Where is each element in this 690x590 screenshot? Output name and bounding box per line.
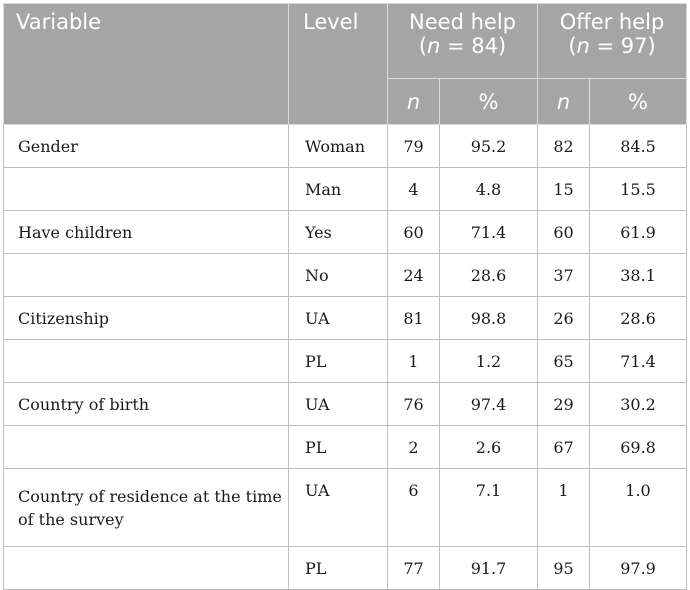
cell-offer-n: 1 [538, 469, 590, 547]
cell-level: Woman [289, 125, 388, 168]
cell-variable [4, 340, 289, 383]
cell-level: Yes [289, 211, 388, 254]
header-offer-help-sample [538, 34, 686, 58]
cell-need-pct: 28.6 [440, 254, 538, 297]
header-need-help-title: Need help [409, 10, 516, 34]
cell-need-n: 81 [388, 297, 440, 340]
header-variable: Variable [4, 4, 289, 125]
subheader-need-pct: % [440, 79, 538, 125]
cell-offer-pct: 28.6 [590, 297, 687, 340]
header-need-help [388, 4, 538, 79]
cell-offer-pct: 84.5 [590, 125, 687, 168]
table-row [4, 297, 687, 340]
cell-offer-pct: 30.2 [590, 383, 687, 426]
cell-level: UA [289, 297, 388, 340]
cell-need-n: 2 [388, 426, 440, 469]
cell-need-n: 4 [388, 168, 440, 211]
cell-offer-n: 65 [538, 340, 590, 383]
cell-offer-pct: 38.1 [590, 254, 687, 297]
cell-offer-n: 67 [538, 426, 590, 469]
header-row [4, 4, 687, 79]
table-row [4, 547, 687, 590]
cell-offer-n: 29 [538, 383, 590, 426]
cell-level: PL [289, 426, 388, 469]
cell-level: PL [289, 547, 388, 590]
cell-need-n: 24 [388, 254, 440, 297]
table-row [4, 254, 687, 297]
table-row [4, 469, 687, 547]
cell-offer-n: 60 [538, 211, 590, 254]
cell-need-pct: 71.4 [440, 211, 538, 254]
header-offer-help-n-value: = 97) [589, 34, 656, 58]
cell-level: UA [289, 469, 388, 547]
table-row [4, 426, 687, 469]
table-row [4, 211, 687, 254]
cell-variable: Country of birth [4, 383, 289, 426]
cell-level: Man [289, 168, 388, 211]
cell-level: PL [289, 340, 388, 383]
cell-need-pct: 1.2 [440, 340, 538, 383]
header-need-help-sample [388, 34, 537, 58]
cell-need-pct: 91.7 [440, 547, 538, 590]
cell-offer-pct: 69.8 [590, 426, 687, 469]
cell-need-pct: 98.8 [440, 297, 538, 340]
cell-need-pct: 2.6 [440, 426, 538, 469]
cell-variable [4, 168, 289, 211]
cell-need-pct: 95.2 [440, 125, 538, 168]
cell-variable: Country of residence at the time of the survey [4, 469, 289, 547]
table-row [4, 125, 687, 168]
cell-offer-n: 82 [538, 125, 590, 168]
cell-offer-pct: 61.9 [590, 211, 687, 254]
cell-offer-pct: 71.4 [590, 340, 687, 383]
cell-offer-n: 37 [538, 254, 590, 297]
cell-level: UA [289, 383, 388, 426]
cell-variable [4, 254, 289, 297]
header-offer-help [538, 4, 687, 79]
cell-offer-n: 26 [538, 297, 590, 340]
header-offer-help-n-symbol: n [576, 34, 590, 58]
table-row [4, 340, 687, 383]
cell-need-n: 1 [388, 340, 440, 383]
cell-need-pct: 7.1 [440, 469, 538, 547]
cell-need-pct: 97.4 [440, 383, 538, 426]
cell-variable: Have children [4, 211, 289, 254]
table-body [4, 125, 687, 590]
demographics-table-container [3, 3, 686, 578]
header-offer-help-title: Offer help [559, 10, 665, 34]
demographics-table [3, 3, 687, 590]
cell-need-n: 60 [388, 211, 440, 254]
cell-offer-n: 15 [538, 168, 590, 211]
cell-offer-pct: 1.0 [590, 469, 687, 547]
header-level: Level [289, 4, 388, 125]
cell-need-pct: 4.8 [440, 168, 538, 211]
cell-variable: Citizenship [4, 297, 289, 340]
cell-need-n: 6 [388, 469, 440, 547]
table-header [4, 4, 687, 125]
cell-offer-pct: 97.9 [590, 547, 687, 590]
cell-variable [4, 426, 289, 469]
cell-variable: Gender [4, 125, 289, 168]
header-offer-help-open: ( [568, 34, 577, 58]
cell-variable [4, 547, 289, 590]
cell-need-n: 77 [388, 547, 440, 590]
subheader-offer-pct: % [590, 79, 687, 125]
header-need-help-n-value: = 84) [440, 34, 507, 58]
subheader-need-n: n [388, 79, 440, 125]
subheader-offer-n: n [538, 79, 590, 125]
cell-offer-n: 95 [538, 547, 590, 590]
cell-need-n: 79 [388, 125, 440, 168]
table-row [4, 383, 687, 426]
cell-level: No [289, 254, 388, 297]
header-need-help-n-symbol: n [427, 34, 441, 58]
header-need-help-open: ( [418, 34, 428, 58]
cell-need-n: 76 [388, 383, 440, 426]
table-row [4, 168, 687, 211]
cell-offer-pct: 15.5 [590, 168, 687, 211]
